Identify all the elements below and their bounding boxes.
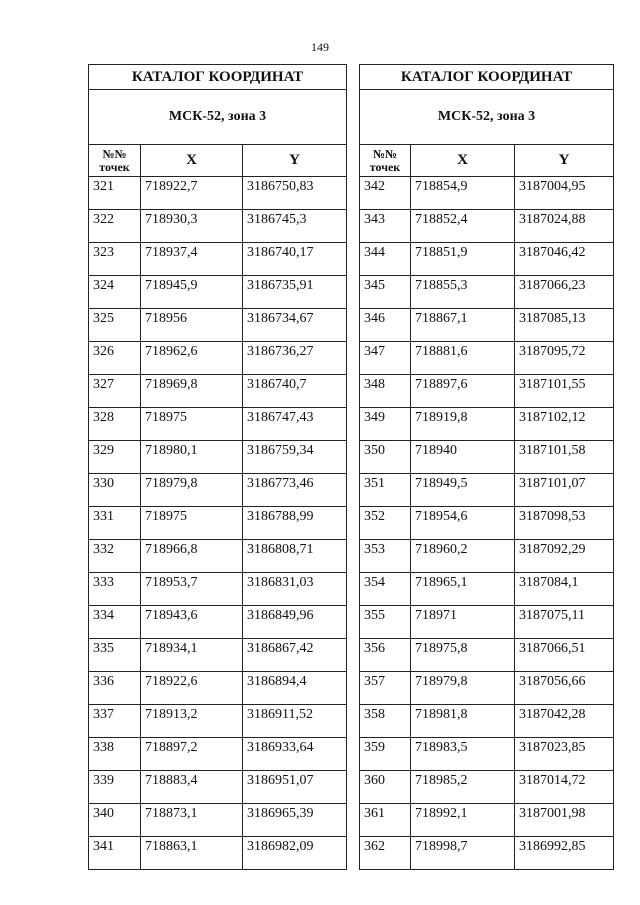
point-number-cell: 321 bbox=[89, 177, 141, 210]
point-number-cell: 323 bbox=[89, 243, 141, 276]
x-coordinate-cell: 718873,1 bbox=[141, 804, 243, 837]
y-coordinate-cell: 3187056,66 bbox=[515, 672, 614, 705]
point-number-cell: 335 bbox=[89, 639, 141, 672]
y-coordinate-cell: 3186745,3 bbox=[243, 210, 347, 243]
point-number-cell: 357 bbox=[360, 672, 411, 705]
y-coordinate-cell: 3186965,39 bbox=[243, 804, 347, 837]
point-number-cell: 349 bbox=[360, 408, 411, 441]
point-number-cell: 356 bbox=[360, 639, 411, 672]
table-row bbox=[89, 474, 347, 507]
table-row bbox=[89, 771, 347, 804]
column-header-y: Y bbox=[515, 145, 614, 177]
table-row bbox=[89, 639, 347, 672]
point-number-cell: 329 bbox=[89, 441, 141, 474]
y-coordinate-cell: 3186734,67 bbox=[243, 309, 347, 342]
table-row bbox=[89, 507, 347, 540]
point-number-cell: 339 bbox=[89, 771, 141, 804]
point-number-cell: 343 bbox=[360, 210, 411, 243]
x-coordinate-cell: 718983,5 bbox=[411, 738, 515, 771]
x-coordinate-cell: 718851,9 bbox=[411, 243, 515, 276]
table-row bbox=[89, 375, 347, 408]
x-coordinate-cell: 718852,4 bbox=[411, 210, 515, 243]
y-coordinate-cell: 3186867,42 bbox=[243, 639, 347, 672]
x-coordinate-cell: 718897,2 bbox=[141, 738, 243, 771]
table-row bbox=[360, 375, 614, 408]
catalog-title: КАТАЛОГ КООРДИНАТ bbox=[360, 65, 614, 90]
table-row bbox=[360, 606, 614, 639]
column-header-point-number: №№ точек bbox=[360, 145, 411, 177]
point-number-cell: 361 bbox=[360, 804, 411, 837]
x-coordinate-cell: 718980,1 bbox=[141, 441, 243, 474]
table-row bbox=[89, 606, 347, 639]
point-number-cell: 327 bbox=[89, 375, 141, 408]
x-coordinate-cell: 718981,8 bbox=[411, 705, 515, 738]
table-row bbox=[360, 276, 614, 309]
table-row bbox=[89, 177, 347, 210]
y-coordinate-cell: 3187085,13 bbox=[515, 309, 614, 342]
point-number-cell: 341 bbox=[89, 837, 141, 870]
point-number-cell: 338 bbox=[89, 738, 141, 771]
x-coordinate-cell: 718919,8 bbox=[411, 408, 515, 441]
y-coordinate-cell: 3187075,11 bbox=[515, 606, 614, 639]
table-row bbox=[360, 441, 614, 474]
point-number-cell: 337 bbox=[89, 705, 141, 738]
point-number-cell: 355 bbox=[360, 606, 411, 639]
point-number-cell: 340 bbox=[89, 804, 141, 837]
x-coordinate-cell: 718945,9 bbox=[141, 276, 243, 309]
x-coordinate-cell: 718943,6 bbox=[141, 606, 243, 639]
table-row bbox=[360, 738, 614, 771]
table-row bbox=[89, 705, 347, 738]
table-row bbox=[89, 540, 347, 573]
point-number-cell: 326 bbox=[89, 342, 141, 375]
x-coordinate-cell: 718897,6 bbox=[411, 375, 515, 408]
x-coordinate-cell: 718992,1 bbox=[411, 804, 515, 837]
table-row bbox=[360, 540, 614, 573]
table-row bbox=[89, 342, 347, 375]
point-number-cell: 344 bbox=[360, 243, 411, 276]
x-coordinate-cell: 718930,3 bbox=[141, 210, 243, 243]
y-coordinate-cell: 3186951,07 bbox=[243, 771, 347, 804]
table-row bbox=[89, 276, 347, 309]
x-coordinate-cell: 718934,1 bbox=[141, 639, 243, 672]
table-row bbox=[89, 441, 347, 474]
y-coordinate-cell: 3187014,72 bbox=[515, 771, 614, 804]
table-row bbox=[89, 804, 347, 837]
y-coordinate-cell: 3187066,23 bbox=[515, 276, 614, 309]
point-number-cell: 360 bbox=[360, 771, 411, 804]
y-coordinate-cell: 3187095,72 bbox=[515, 342, 614, 375]
point-number-cell: 351 bbox=[360, 474, 411, 507]
coordinate-catalog-table-right bbox=[359, 64, 614, 870]
point-number-cell: 342 bbox=[360, 177, 411, 210]
x-coordinate-cell: 718975 bbox=[141, 507, 243, 540]
table-body bbox=[360, 177, 614, 870]
table-row bbox=[360, 243, 614, 276]
y-coordinate-cell: 3186736,27 bbox=[243, 342, 347, 375]
table-row bbox=[360, 672, 614, 705]
column-header-x: X bbox=[411, 145, 515, 177]
y-coordinate-cell: 3186992,85 bbox=[515, 837, 614, 870]
table-row bbox=[360, 705, 614, 738]
x-coordinate-cell: 718975,8 bbox=[411, 639, 515, 672]
point-number-cell: 359 bbox=[360, 738, 411, 771]
x-coordinate-cell: 718979,8 bbox=[411, 672, 515, 705]
x-coordinate-cell: 718863,1 bbox=[141, 837, 243, 870]
y-coordinate-cell: 3186773,46 bbox=[243, 474, 347, 507]
y-coordinate-cell: 3187024,88 bbox=[515, 210, 614, 243]
y-coordinate-cell: 3187084,1 bbox=[515, 573, 614, 606]
coordinate-system: МСК-52, зона 3 bbox=[360, 90, 614, 145]
x-coordinate-cell: 718962,6 bbox=[141, 342, 243, 375]
coordinate-catalog-table-left bbox=[88, 64, 347, 870]
point-number-cell: 322 bbox=[89, 210, 141, 243]
table-row bbox=[89, 738, 347, 771]
y-coordinate-cell: 3186759,34 bbox=[243, 441, 347, 474]
x-coordinate-cell: 718922,6 bbox=[141, 672, 243, 705]
x-coordinate-cell: 718969,8 bbox=[141, 375, 243, 408]
point-number-cell: 362 bbox=[360, 837, 411, 870]
point-number-cell: 346 bbox=[360, 309, 411, 342]
x-coordinate-cell: 718979,8 bbox=[141, 474, 243, 507]
x-coordinate-cell: 718975 bbox=[141, 408, 243, 441]
x-coordinate-cell: 718940 bbox=[411, 441, 515, 474]
table-row bbox=[89, 309, 347, 342]
point-number-cell: 328 bbox=[89, 408, 141, 441]
x-coordinate-cell: 718883,4 bbox=[141, 771, 243, 804]
x-coordinate-cell: 718949,5 bbox=[411, 474, 515, 507]
y-coordinate-cell: 3187101,07 bbox=[515, 474, 614, 507]
x-coordinate-cell: 718937,4 bbox=[141, 243, 243, 276]
x-coordinate-cell: 718998,7 bbox=[411, 837, 515, 870]
table-row bbox=[360, 210, 614, 243]
table-row bbox=[360, 309, 614, 342]
table-row bbox=[89, 573, 347, 606]
point-number-cell: 352 bbox=[360, 507, 411, 540]
y-coordinate-cell: 3186831,03 bbox=[243, 573, 347, 606]
table-row bbox=[360, 804, 614, 837]
point-number-cell: 347 bbox=[360, 342, 411, 375]
y-coordinate-cell: 3186740,17 bbox=[243, 243, 347, 276]
point-number-cell: 336 bbox=[89, 672, 141, 705]
y-coordinate-cell: 3187101,55 bbox=[515, 375, 614, 408]
y-coordinate-cell: 3186933,64 bbox=[243, 738, 347, 771]
y-coordinate-cell: 3187092,29 bbox=[515, 540, 614, 573]
coordinate-system: МСК-52, зона 3 bbox=[89, 90, 347, 145]
table-body bbox=[89, 177, 347, 870]
table-row bbox=[360, 408, 614, 441]
y-coordinate-cell: 3186982,09 bbox=[243, 837, 347, 870]
y-coordinate-cell: 3187046,42 bbox=[515, 243, 614, 276]
x-coordinate-cell: 718985,2 bbox=[411, 771, 515, 804]
y-coordinate-cell: 3186911,52 bbox=[243, 705, 347, 738]
point-number-cell: 334 bbox=[89, 606, 141, 639]
y-coordinate-cell: 3186747,43 bbox=[243, 408, 347, 441]
table-row bbox=[89, 408, 347, 441]
point-number-cell: 332 bbox=[89, 540, 141, 573]
x-coordinate-cell: 718913,2 bbox=[141, 705, 243, 738]
point-number-cell: 353 bbox=[360, 540, 411, 573]
y-coordinate-cell: 3186740,7 bbox=[243, 375, 347, 408]
table-row bbox=[360, 771, 614, 804]
column-header-point-number: №№ точек bbox=[89, 145, 141, 177]
page-number: 149 bbox=[311, 40, 329, 54]
y-coordinate-cell: 3186788,99 bbox=[243, 507, 347, 540]
point-number-cell: 324 bbox=[89, 276, 141, 309]
table-row bbox=[360, 639, 614, 672]
x-coordinate-cell: 718965,1 bbox=[411, 573, 515, 606]
x-coordinate-cell: 718960,2 bbox=[411, 540, 515, 573]
y-coordinate-cell: 3187066,51 bbox=[515, 639, 614, 672]
table-row bbox=[360, 342, 614, 375]
table-row bbox=[360, 837, 614, 870]
y-coordinate-cell: 3186894,4 bbox=[243, 672, 347, 705]
point-number-cell: 354 bbox=[360, 573, 411, 606]
point-number-cell: 330 bbox=[89, 474, 141, 507]
x-coordinate-cell: 718922,7 bbox=[141, 177, 243, 210]
point-number-cell: 350 bbox=[360, 441, 411, 474]
y-coordinate-cell: 3187001,98 bbox=[515, 804, 614, 837]
table-row bbox=[89, 837, 347, 870]
y-coordinate-cell: 3186735,91 bbox=[243, 276, 347, 309]
point-number-cell: 333 bbox=[89, 573, 141, 606]
y-coordinate-cell: 3187004,95 bbox=[515, 177, 614, 210]
column-header-x: X bbox=[141, 145, 243, 177]
x-coordinate-cell: 718956 bbox=[141, 309, 243, 342]
table-row bbox=[360, 507, 614, 540]
x-coordinate-cell: 718953,7 bbox=[141, 573, 243, 606]
point-number-cell: 325 bbox=[89, 309, 141, 342]
y-coordinate-cell: 3187023,85 bbox=[515, 738, 614, 771]
y-coordinate-cell: 3187102,12 bbox=[515, 408, 614, 441]
table-row bbox=[89, 672, 347, 705]
y-coordinate-cell: 3186750,83 bbox=[243, 177, 347, 210]
y-coordinate-cell: 3187098,53 bbox=[515, 507, 614, 540]
point-number-cell: 345 bbox=[360, 276, 411, 309]
x-coordinate-cell: 718971 bbox=[411, 606, 515, 639]
x-coordinate-cell: 718867,1 bbox=[411, 309, 515, 342]
point-number-cell: 331 bbox=[89, 507, 141, 540]
y-coordinate-cell: 3187101,58 bbox=[515, 441, 614, 474]
table-row bbox=[360, 177, 614, 210]
x-coordinate-cell: 718881,6 bbox=[411, 342, 515, 375]
x-coordinate-cell: 718954,6 bbox=[411, 507, 515, 540]
table-row bbox=[360, 474, 614, 507]
column-header-y: Y bbox=[243, 145, 347, 177]
y-coordinate-cell: 3186849,96 bbox=[243, 606, 347, 639]
point-number-cell: 348 bbox=[360, 375, 411, 408]
y-coordinate-cell: 3187042,28 bbox=[515, 705, 614, 738]
x-coordinate-cell: 718855,3 bbox=[411, 276, 515, 309]
table-row bbox=[89, 210, 347, 243]
x-coordinate-cell: 718854,9 bbox=[411, 177, 515, 210]
point-number-cell: 358 bbox=[360, 705, 411, 738]
y-coordinate-cell: 3186808,71 bbox=[243, 540, 347, 573]
x-coordinate-cell: 718966,8 bbox=[141, 540, 243, 573]
table-row bbox=[89, 243, 347, 276]
table-row bbox=[360, 573, 614, 606]
catalog-title: КАТАЛОГ КООРДИНАТ bbox=[89, 65, 347, 90]
